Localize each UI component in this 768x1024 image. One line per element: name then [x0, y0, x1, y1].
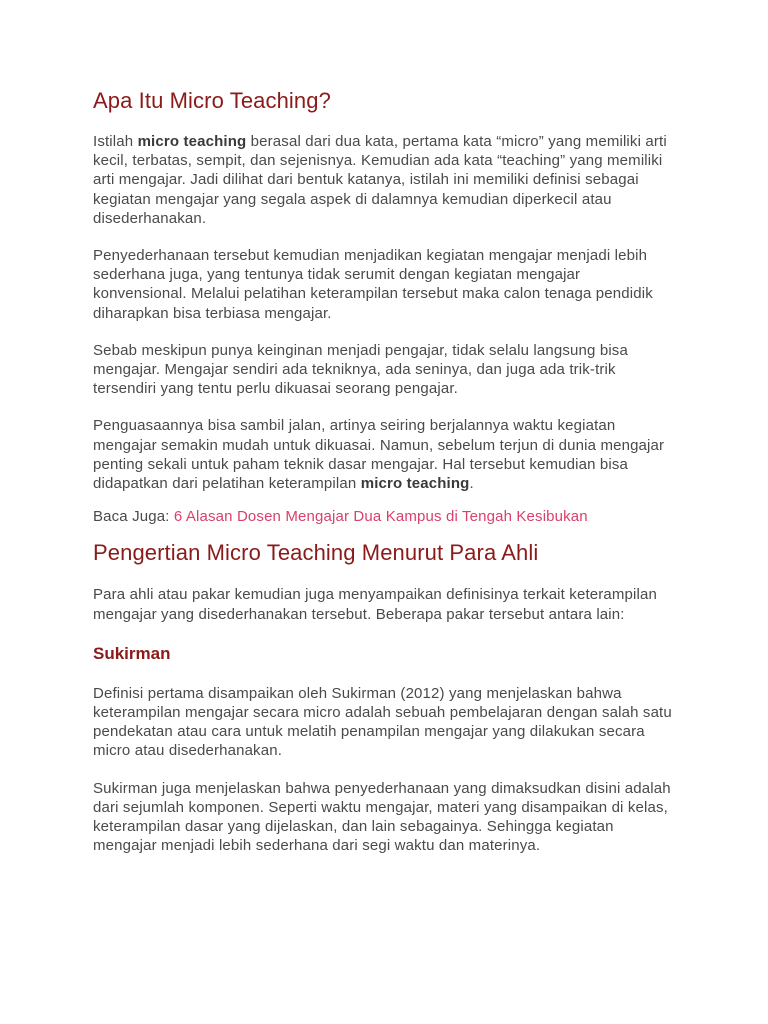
paragraph-sebab: Sebab meskipun punya keinginan menjadi pengajar, tidak selalu langsung bisa mengajar. Mengajar sendiri ada tekniknya, ada seninya, dan juga ada trik-trik tersendiri yang tentu perlu dikuasai seorang pengajar. [93, 341, 628, 398]
paragraph-text: Penguasaannya bisa sambil jalan, artinya seiring berjalannya waktu kegiatan mengajar semakin mudah untuk dikuasai. Namun, sebelum terjun di dunia mengajar penting sekali untuk paham teknik dasar mengajar. Hal tersebut kemudian bisa didapatkan dari pelatihan keterampilan [93, 417, 665, 493]
read-also-line [93, 507, 676, 526]
paragraph-istilah [93, 132, 676, 228]
read-also-link[interactable]: 6 Alasan Dosen Mengajar Dua Kampus di Tengah Kesibukan [173, 508, 588, 526]
section-heading-apa-itu-micro-teaching: Apa Itu Micro Teaching? [93, 88, 331, 113]
section-heading-pengertian: Pengertian Micro Teaching Menurut Para Ahli [93, 540, 539, 566]
paragraph-para-ahli: Para ahli atau pakar kemudian juga menyampaikan definisinya terkait keterampilan mengajar yang disederhanakan tersebut. Beberapa pakar tersebut antara lain: [93, 586, 657, 623]
paragraph-definisi-sukirman: Definisi pertama disampaikan oleh Sukirman (2012) yang menjelaskan bahwa keterampilan mengajar secara micro adalah sebuah pembelajaran dengan salah satu pendekatan atau cara untuk melatih penampilan mengajar yang dilakukan secara micro atau disederhanakan. [93, 684, 672, 760]
paragraph-text: Istilah [93, 133, 138, 150]
subheading-sukirman: Sukirman [93, 643, 171, 663]
paragraph-penguasaan [93, 416, 676, 493]
bold-term-micro-teaching: micro teaching [137, 133, 247, 150]
paragraph-penyederhanaan: Penyederhanaan tersebut kemudian menjadikan kegiatan mengajar menjadi lebih sederhana juga, yang tentunya tidak serumit dengan kegiatan mengajar konvensional. Melalui pelatihan keterampilan tersebut maka calon tenaga pendidik diharapkan bisa terbiasa mengajar. [93, 247, 653, 322]
read-also-label: Baca Juga: [93, 508, 174, 526]
paragraph-text: . [469, 475, 474, 493]
paragraph-sukirman-komponen: Sukirman juga menjelaskan bahwa penyederhanaan yang dimaksudkan disini adalah dari sejumlah komponen. Seperti waktu mengajar, materi yang disampaikan di kelas, keterampilan dasar yang dijelaskan, dan lain sebagainya. Sehingga kegiatan mengajar menjadi lebih sederhana dari segi waktu dan materinya. [93, 779, 671, 855]
bold-term-micro-teaching: micro teaching [360, 475, 470, 493]
paragraph-text: berasal dari dua kata, pertama kata “micro” yang memiliki arti kecil, terbatas, sempit, dan sejenisnya. Kemudian ada kata “teaching” yang memiliki arti mengajar. Jadi dilihat dari bentuk katanya, istilah ini memiliki definisi sebagai kegiatan mengajar yang segala aspek di dalamnya kemudian diperkecil atau disederhanakan. [93, 133, 667, 227]
